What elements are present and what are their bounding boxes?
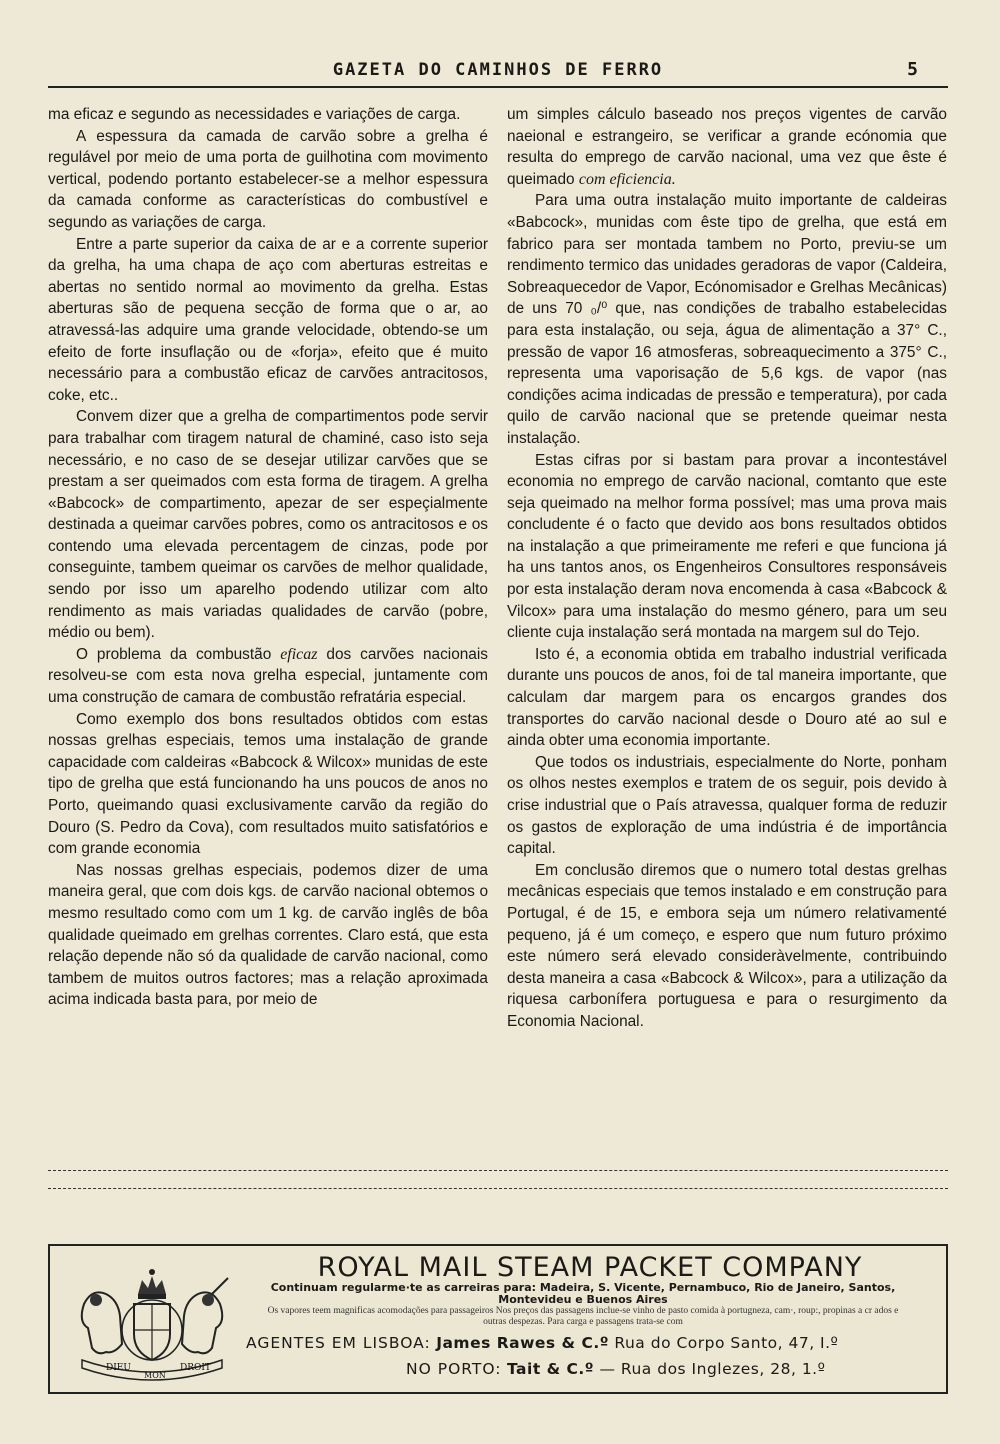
paragraph: ma eficaz e segundo as necessidades e variações de carga.	[48, 106, 461, 123]
lisboa-label: AGENTES EM LISBOA:	[246, 1334, 431, 1352]
page-number: 5	[907, 59, 918, 80]
paragraph: Nas nossas grelhas especiais, podemos dizer de uma maneira geral, que com dois kgs. de carvão nacional obtemos o mesmo resultado como com um 1 kg. de carvão inglês de bôa qualidade queimado em grelhas correntes. Claro está, que esta relação depende não só da qualidade de carvão nacional, como tambem de muitos outros factores; mas a relação aproximada acima indicada basta para, por meio de	[48, 861, 488, 1009]
agents-lisboa	[246, 1334, 838, 1352]
paragraph: Que todos os industriais, especialmente do Norte, ponham os olhos nestes exemplos e tratem de os seguir, pois devido à crise industrial que o País atravessa, qualquer forma de reduzir os gastos de exploração de uma indústria é de importância capital.	[507, 753, 947, 858]
left-column	[48, 104, 488, 1011]
text-run: dos carvões nacionais resolveu-se com esta nova grelha especial, juntamente com uma construção de camara de combustão refratária especial.	[48, 645, 488, 707]
porto-agent: Tait & C.º	[506, 1360, 595, 1378]
italic-phrase: com eficiencia.	[578, 170, 676, 188]
lisboa-agent: James Rawes & C.º	[436, 1334, 609, 1352]
paragraph	[48, 644, 488, 709]
porto-address: — Rua dos Inglezes, 28, 1.º	[599, 1360, 826, 1378]
crest-motto-right: DROIT	[180, 1363, 211, 1373]
porto-label: NO PORTO:	[406, 1360, 502, 1378]
italic-word: eficaz	[280, 645, 318, 663]
paragraph: Isto é, a economia obtida em trabalho industrial verificada durante uns poucos de anos, foi de tal maneira importante, que calculam dar margem para os encargos grandes dos transportes do carvão nacional desde o Douro até ao sul e ainda obter uma economia importante.	[507, 645, 947, 750]
paragraph: A espessura da camada de carvão sobre a grelha é regulável por meio de uma porta de guilhotina com movimento vertical, podendo portanto estabelecer-se a melhor espessura da camada conforme as características do combustível e segundo as variações de carga.	[48, 127, 488, 231]
crest-motto-left: DIEU	[106, 1363, 131, 1373]
agents-porto	[406, 1360, 825, 1378]
paragraph: Em conclusão diremos que o numero total destas grelhas mecânicas especiais que temos instalado e em construção para Portugal, é de 15, e embora seja um número relativamenté pequeno, já é um começo, e espero que num futuro próximo este número será elevado consideràvelmente, contribuindo desta maneira a casa «Babcock & Wilcox», para a utilização da riquesa carbonífera portuguesa e para o resurgimento da Economia Nacional.	[507, 861, 947, 1030]
paragraph: Entre a parte superior da caixa de ar e a corrente superior da grelha, ha uma chapa de aço com aberturas estreitas e abertas no sentido normal ao movimento da grelha. Estas aberturas são de pequena secção de forma que o ar, ao atravessá-las adquire uma grande velocidade, obtendo-se um efeito de forte insuflação ou de «forja», efeito que é muito necessário para a combustão eficaz de carvões antracitosos, coke, etc..	[48, 235, 488, 404]
text-run: um simples cálculo baseado nos preços vigentes de carvão naeional e estrangeiro, se verificar a grande ecónomia que resulta do emprego de carvão nacional, uma vez que êste é queimado	[507, 106, 947, 188]
paragraph: Como exemplo dos bons resultados obtidos com estas nossas grelhas especiais, temos uma instalação de grande capacidade com caldeiras «Babcock & Wilcox» munidas de este tipo de grelha que está funcionando ha uns poucos de anos no Porto, queimando quasi exclusivamente carvão da região do Douro (S. Pedro da Cova), com resultados muito satisfatórios e com grande economia	[48, 710, 488, 858]
service-routes: Continuam regularme·te as carreiras para: Madeira, S. Vicente, Pernambuco, Rio de Janeiro, Santos, Montevideu e Buenos Aires	[270, 1281, 896, 1306]
paragraph: Convem dizer que a grelha de compartimentos pode servir para trabalhar com tiragem natural de chaminé, caso isto seja necessário, e no caso de se desejar utilizar carvões que se prestam a ser queimados com esta forma de tiragem. A grelha «Babcock» de compartimento, apezar de ser espeçialmente destinada a queimar carvões pobres, como os antracitosos e os contendo uma elevada percentagem de cinzas, pode por conseguinte, tambem queimar os carvões de melhor qualidade, sendo por isso um aparelho podendo utilizar com alto rendimento as mais variadas qualidades de carvão (pobre, médio ou bem).	[48, 408, 488, 642]
advertisement-box	[48, 1244, 948, 1394]
passenger-note: Os vapores teem magnificas acomodações para passageiros Nos preços das passagens inclue-se vinho de pasto comida à portugneza, cam·, roup:, propinas a cr ados e outras despezas. Para carga e passagens trata-se com	[267, 1306, 899, 1327]
crest-motto-bottom: MON	[144, 1371, 166, 1380]
right-column	[507, 104, 947, 1033]
paragraph: Para uma outra instalação muito importante de caldeiras «Babcock», munidas com êste tipo de grelha, que está em fabrico para ser montada tambem no Porto, previu-se um rendimento termico das unidades geradoras de vapor (Caldeira, Sobreaquecedor de Vapor, Ecónomisador e Grelhas Mecânicas) de uns 70 ₀/⁰ que, nas condições de trabalho estabelecidas para esta instalação, ou seja, água de alimentação a 37° C., pressão de vapor 16 atmosferas, sobreaquecimento a 375° C., representa uma vaporisação de 5,6 kgs. de vapor (nas condições acima indicadas de pressão e temperatura), por cada quilo de carvão nacional que se pretende queimar nesta instalação.	[507, 192, 947, 447]
royal-crest-icon	[62, 1264, 242, 1382]
paragraph: Estas cifras por si bastam para provar a incontestável economia no emprego de carvão nacional, comtanto que este seja queimado na melhor forma possível; mas uma prova mais concludente é o facto que devido aos bons resultados obtidos na instalação a que primeiramente me referi e que funciona já ha uns tantos anos, os Engenheiros Consultores responsáveis por esta instalação deram nova encomenda à casa «Babcock & Vilcox» para uma instalação do mesmo género, para um seu cliente cuja instalação será montada na margem sul do Tejo.	[507, 451, 947, 642]
dashed-rule	[48, 1188, 948, 1189]
text-run: O problema da combustão	[76, 645, 281, 663]
paragraph	[507, 104, 947, 190]
dashed-rule	[48, 1170, 948, 1171]
running-title: GAZETA DO CAMINHOS DE FERRO	[332, 60, 664, 80]
company-name: ROYAL MAIL STEAM PACKET COMPANY	[317, 1252, 863, 1283]
lisboa-address: Rua do Corpo Santo, 47, I.º	[614, 1334, 839, 1352]
page-header	[48, 56, 948, 88]
